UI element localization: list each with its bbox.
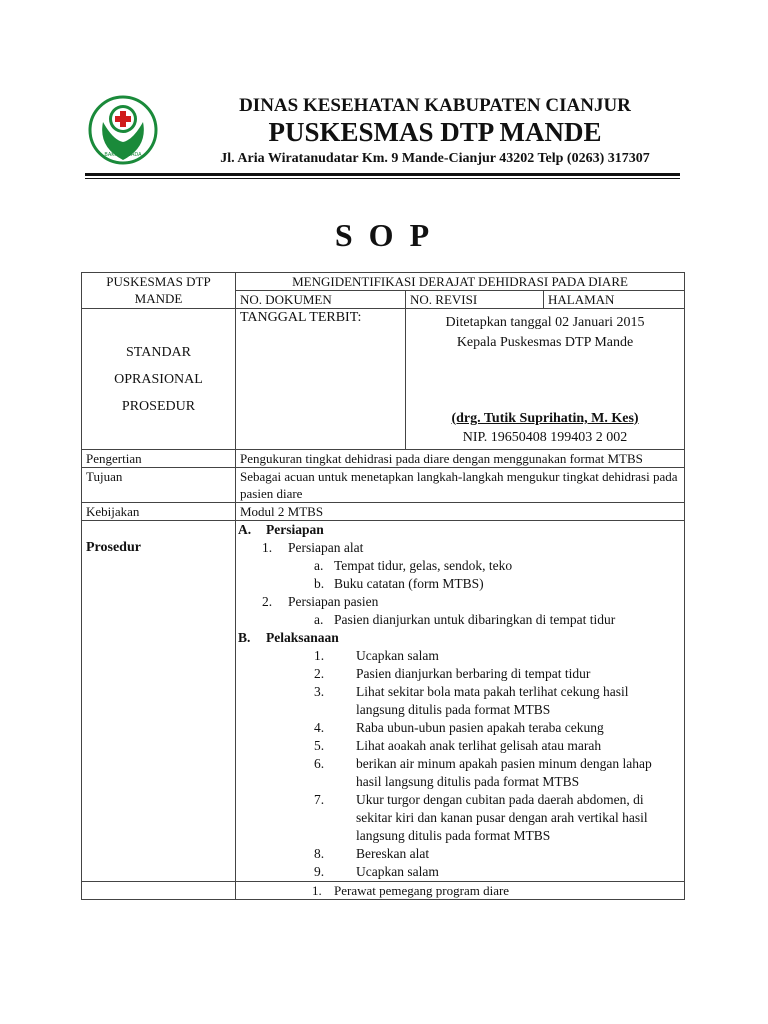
prosedur-label: Prosedur [82, 521, 236, 882]
tujuan-text: Sebagai acuan untuk menetapkan langkah-langkah mengukur tingkat dehidrasi pada pasien diare [236, 468, 685, 503]
list-item: 7. Ukur turgor dengan cubitan pada daerah abdomen, di sekitar kiri dan kanan pusar dengan arah vertikal hasil langsung ditulis pada format MTBS [314, 792, 648, 843]
oprasional-word: OPRASIONAL [114, 371, 203, 387]
puskesmas-logo [88, 92, 158, 172]
list-item: b. Buku catatan (form MTBS) [314, 576, 484, 591]
standar-word: STANDAR [126, 344, 191, 360]
pengertian-label: Pengertian [82, 450, 236, 468]
unit-cell: PUSKESMAS DTP MANDE [82, 273, 236, 309]
sop-table [81, 272, 685, 900]
penetapan-cell [406, 309, 685, 450]
penetapan-position: Kepala Puskesmas DTP Mande [456, 335, 634, 350]
unit-terkait-cell [236, 882, 685, 900]
list-item: 8. Bereskan alat [314, 846, 430, 861]
list-item: 5. Lihat aoakah anak terlihat gelisah atau marah [314, 738, 602, 753]
pengertian-text: Pengukuran tingkat dehidrasi pada diare dengan menggunakan format MTBS [236, 450, 685, 468]
signatory-nip: NIP. 19650408 199403 2 002 [462, 430, 628, 445]
puskesmas-name: PUSKESMAS DTP MANDE [268, 117, 602, 147]
halaman-cell: HALAMAN [544, 291, 685, 309]
section-heading: B. Pelaksanaan [238, 630, 339, 645]
header-rule-thick [85, 173, 680, 176]
list-item: 1. Persiapan alat [262, 540, 364, 555]
prosedur-content [236, 521, 685, 882]
kebijakan-text: Modul 2 MTBS [236, 503, 685, 521]
list-item: 2. Persiapan pasien [262, 594, 379, 609]
unit-terkait-text: Perawat pemegang program diare [334, 883, 510, 898]
tanggal-terbit-cell: TANGGAL TERBIT: [236, 309, 406, 450]
unit-terkait-num: 1. [312, 883, 322, 898]
unit-terkait-label [82, 882, 236, 900]
list-item: 4. Raba ubun-ubun pasien apakah teraba cekung [314, 720, 604, 735]
header-rule-thin [85, 178, 680, 179]
no-dokumen-cell: NO. DOKUMEN [236, 291, 406, 309]
kebijakan-label: Kebijakan [82, 503, 236, 521]
signatory-name: (drg. Tutik Suprihatin, M. Kes) [451, 411, 639, 426]
list-item: a. Tempat tidur, gelas, sendok, teko [314, 558, 513, 573]
list-item: 3. Lihat sekitar bola mata pakah terlihat cekung hasil langsung ditulis pada format MTBS [314, 684, 629, 717]
prosedur-word: PROSEDUR [121, 398, 196, 414]
list-item: 2. Pasien dianjurkan berbaring di tempat tidur [314, 666, 591, 681]
logo-text: BAKTI HUSADA [104, 152, 142, 158]
list-item: 6. berikan air minum apakah pasien minum dengan lahap hasil langsung ditulis pada format MTBS [314, 756, 652, 789]
penetapan-date: Ditetapkan tanggal 02 Januari 2015 [445, 315, 645, 330]
address-line: Jl. Aria Wiratanudatar Km. 9 Mande-Cianjur 43202 Telp (0263) 317307 [220, 151, 650, 166]
no-revisi-cell: NO. REVISI [406, 291, 544, 309]
standar-cell [82, 309, 236, 450]
document-title: S O P [334, 217, 434, 253]
tujuan-label: Tujuan [82, 468, 236, 503]
list-item: 9. Ucapkan salam [314, 864, 439, 879]
list-item: 1. Ucapkan salam [314, 648, 439, 663]
sop-title-cell: MENGIDENTIFIKASI DERAJAT DEHIDRASI PADA DIARE [236, 273, 685, 291]
section-heading: A. Persiapan [238, 522, 324, 537]
list-item: a. Pasien dianjurkan untuk dibaringkan di tempat tidur [314, 612, 616, 627]
sop-table-wrapper [81, 272, 684, 900]
agency-name: DINAS KESEHATAN KABUPATEN CIANJUR [239, 95, 631, 116]
